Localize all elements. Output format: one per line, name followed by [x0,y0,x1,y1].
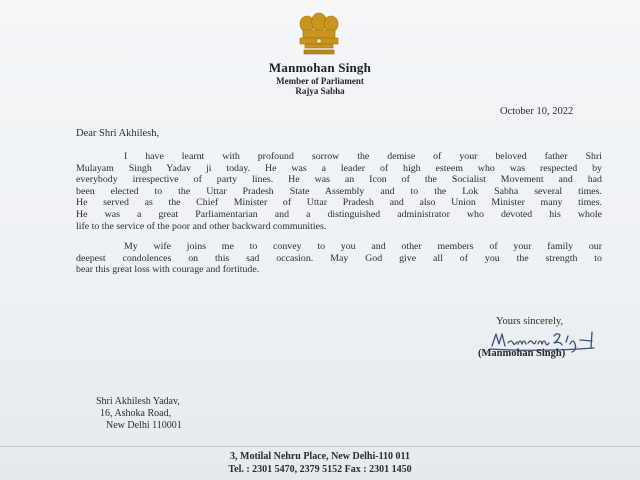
footer-address: 3, Motilal Nehru Place, New Delhi-110 011 [230,451,410,462]
footer-phone: Tel. : 2301 5470, 2379 5152 Fax : 2301 1450 [228,464,412,475]
recipient-address [96,396,182,432]
body-line: bear this great loss with courage and fortitude. [76,264,260,276]
letterhead-name: Manmohan Singh [268,60,372,75]
letterhead-house: Rajya Sabha [295,86,345,96]
body-line: everybody irrespective of party lines. He was an Icon of the Socialist Movement and had [76,174,602,186]
body-line: deepest condolences on this sad occasion. May God give all of you the strength to [76,252,602,264]
body-paragraph-2 [76,241,602,276]
recipient-line: Shri Akhilesh Yadav, [96,396,180,407]
recipient-line: 16, Ashoka Road, [100,408,172,419]
signatory-name: (Manmohan Singh) [478,348,566,359]
body-paragraph-1 [76,151,602,232]
body-line: Mulayam Singh Yadav ji today. He was a leader of high esteem who was respected by [76,162,602,174]
letter-date: October 10, 2022 [500,106,574,117]
footer-divider [0,446,640,447]
state-emblem-icon [292,12,346,56]
salutation: Dear Shri Akhilesh, [76,128,160,139]
body-line: I have learnt with profound sorrow the demise of your beloved father Shri [124,151,602,162]
body-line: My wife joins me to convey to you and other members of your family our [124,241,602,252]
letterhead-designation: Member of Parliament [276,76,364,86]
body-line: He served as the Chief Minister of Uttar Pradesh and also Union Minister many times. [76,197,602,209]
recipient-line: New Delhi 110001 [106,420,182,431]
body-line: been elected to the Uttar Pradesh State Assembly and to the Lok Sabha several times. [76,185,602,197]
body-line: He was a great Parliamentarian and a distinguished administrator who devoted his whole [76,208,602,220]
closing: Yours sincerely, [496,316,564,327]
body-line: life to the service of the poor and other backward communities. [76,220,327,232]
